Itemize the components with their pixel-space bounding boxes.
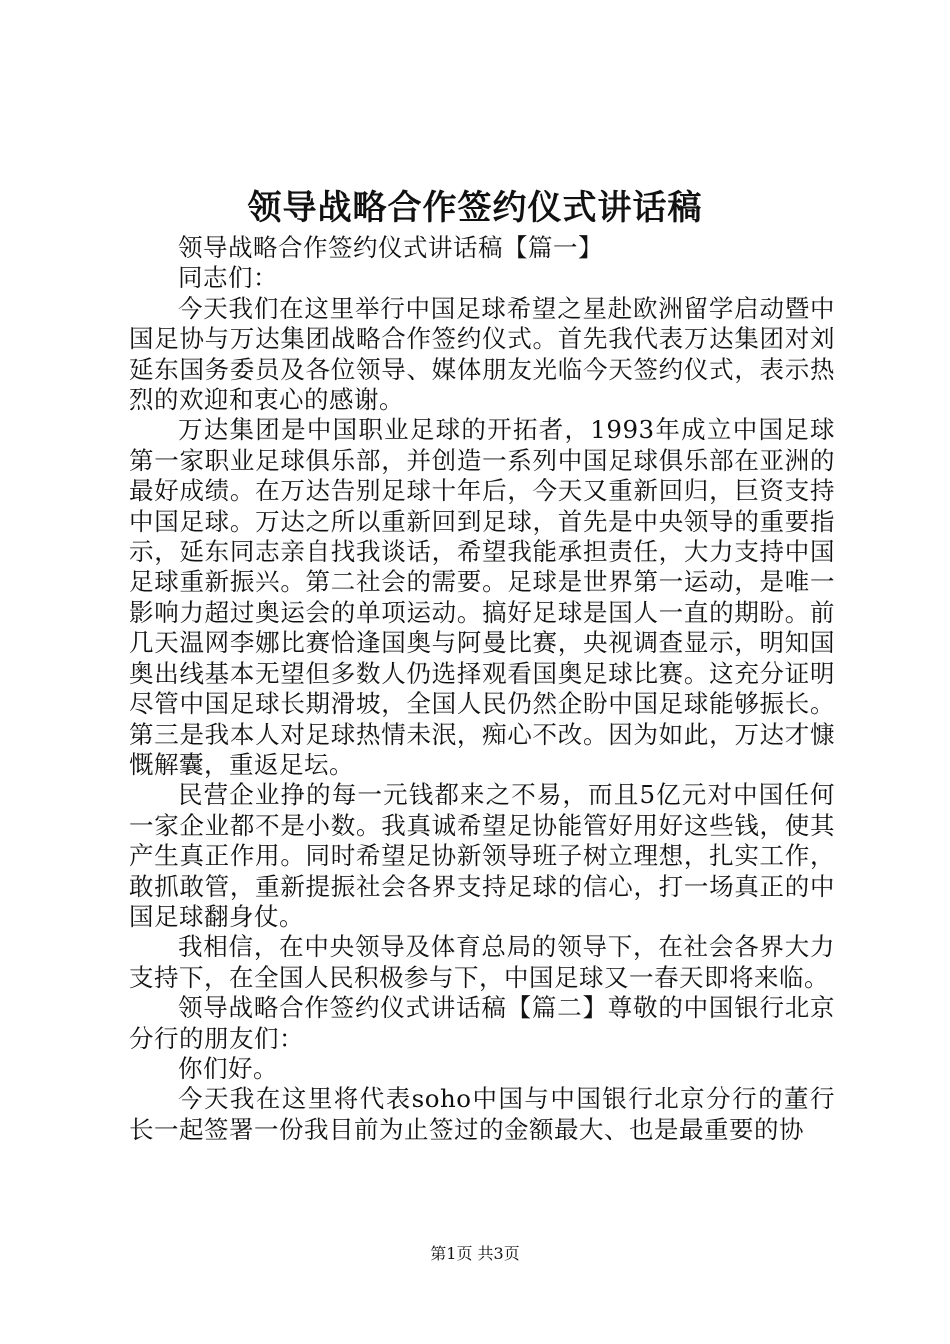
document-body [129, 233, 835, 1145]
paragraph: 民营企业挣的每一元钱都来之不易，而且5亿元对中国任何一家企业都不是小数。我真诚希望足协能管好用好这些钱，使其产生真正作用。同时希望足协新领导班子树立理想，扎实工作，敢抓敢管，重新提振社会各界支持足球的信心，打一场真正的中国足球翻身仗。 [129, 780, 835, 931]
paragraph: 今天我在这里将代表soho中国与中国银行北京分行的董行长一起签署一份我目前为止签过的金额最大、也是最重要的协 [129, 1084, 835, 1144]
paragraph: 领导战略合作签约仪式讲话稿【篇二】尊敬的中国银行北京分行的朋友们： [129, 993, 835, 1053]
paragraph: 今天我们在这里举行中国足球希望之星赴欧洲留学启动暨中国足协与万达集团战略合作签约仪式。首先我代表万达集团对刘延东国务委员及各位领导、媒体朋友光临今天签约仪式，表示热烈的欢迎和衷心的感谢。 [129, 293, 835, 415]
paragraph: 同志们： [178, 263, 278, 293]
paragraph: 我相信，在中央领导及体育总局的领导下，在社会各界大力支持下，在全国人民积极参与下，中国足球又一春天即将来临。 [129, 932, 835, 992]
document-title: 领导战略合作签约仪式讲话稿 [247, 188, 703, 228]
paragraph: 领导战略合作签约仪式讲话稿【篇一】 [178, 233, 603, 262]
paragraph: 万达集团是中国职业足球的开拓者，1993年成立中国足球第一家职业足球俱乐部，并创造一系列中国足球俱乐部在亚洲的最好成绩。在万达告别足球十年后，今天又重新回归，巨资支持中国足球。万达之所以重新回到足球，首先是中央领导的重要指示，延东同志亲自找我谈话，希望我能承担责任，大力支持中国足球重新振兴。第二社会的需要。足球是世界第一运动，是唯一影响力超过奥运会的单项运动。搞好足球是国人一直的期盼。前几天温网李娜比赛恰逢国奥与阿曼比赛，央视调查显示，明知国奥出线基本无望但多数人仍选择观看国奥足球比赛。这充分证明尽管中国足球长期滑坡，全国人民仍然企盼中国足球能够振长。第三是我本人对足球热情未泯，痴心不改。因为如此，万达才慷慨解囊，重返足坛。 [129, 415, 835, 779]
page-number-footer: 第1页 共3页 [430, 1244, 520, 1263]
paragraph: 你们好。 [178, 1053, 278, 1083]
